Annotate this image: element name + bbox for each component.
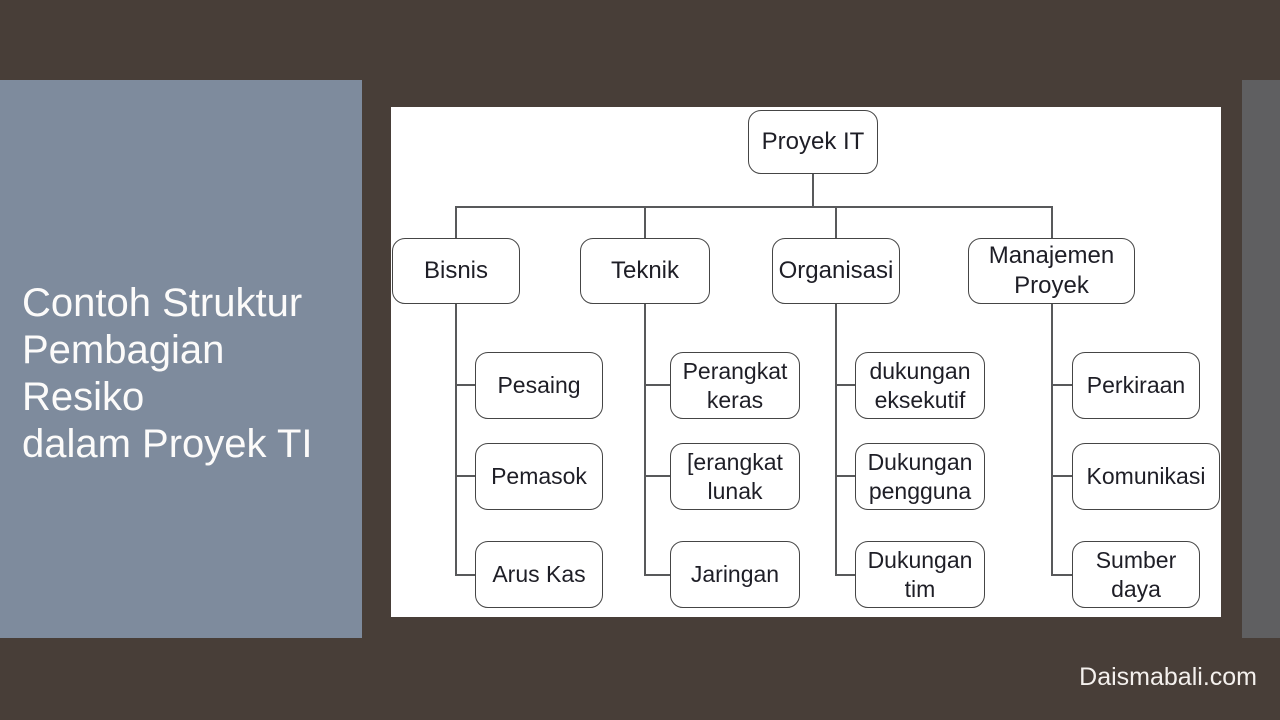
node-arus-kas: Arus Kas bbox=[475, 541, 603, 608]
connector-stub bbox=[455, 384, 475, 386]
diagram-panel bbox=[391, 107, 1221, 617]
slide-title-line-1: Contoh Struktur bbox=[22, 281, 303, 325]
title-panel bbox=[0, 80, 362, 638]
connector-stub bbox=[644, 574, 670, 576]
node-perangkat-lunak: [erangkat lunak bbox=[670, 443, 800, 510]
node-jaringan: Jaringan bbox=[670, 541, 800, 608]
connector-main-horizontal bbox=[455, 206, 1053, 208]
node-pemasok: Pemasok bbox=[475, 443, 603, 510]
connector-drop-organisasi bbox=[835, 206, 837, 238]
slide-title-line-3: dalam Proyek TI bbox=[22, 422, 313, 466]
connector-stub bbox=[644, 475, 670, 477]
node-perkiraan: Perkiraan bbox=[1072, 352, 1200, 419]
node-dukungan-tim: Dukungan tim bbox=[855, 541, 985, 608]
connector-root-trunk bbox=[812, 174, 814, 207]
connector-stub bbox=[835, 574, 855, 576]
node-dukungan-pengguna: Dukungan pengguna bbox=[855, 443, 985, 510]
node-manajemen-proyek: Manajemen Proyek bbox=[968, 238, 1135, 304]
slide-title-line-2: Pembagian Resiko bbox=[22, 328, 225, 419]
slide-title bbox=[22, 280, 352, 468]
connector-stub bbox=[455, 475, 475, 477]
connector-stub bbox=[1051, 384, 1072, 386]
connector-trunk-organisasi bbox=[835, 304, 837, 575]
node-dukungan-eksekutif: dukungan eksekutif bbox=[855, 352, 985, 419]
node-proyek-it: Proyek IT bbox=[748, 110, 878, 174]
node-komunikasi: Komunikasi bbox=[1072, 443, 1220, 510]
connector-stub bbox=[835, 384, 855, 386]
node-teknik: Teknik bbox=[580, 238, 710, 304]
connector-drop-bisnis bbox=[455, 206, 457, 238]
node-perangkat-keras: Perangkat keras bbox=[670, 352, 800, 419]
node-sumber-daya: Sumber daya bbox=[1072, 541, 1200, 608]
right-accent-strip bbox=[1242, 80, 1280, 638]
connector-stub bbox=[1051, 475, 1072, 477]
connector-stub bbox=[455, 574, 475, 576]
node-organisasi: Organisasi bbox=[772, 238, 900, 304]
connector-stub bbox=[644, 384, 670, 386]
connector-trunk-bisnis bbox=[455, 304, 457, 575]
node-bisnis: Bisnis bbox=[392, 238, 520, 304]
node-pesaing: Pesaing bbox=[475, 352, 603, 419]
watermark-url: Daismabali.com bbox=[1079, 663, 1257, 691]
connector-stub bbox=[1051, 574, 1072, 576]
connector-trunk-teknik bbox=[644, 304, 646, 575]
connector-trunk-manajemen bbox=[1051, 304, 1053, 575]
connector-drop-manajemen bbox=[1051, 206, 1053, 238]
connector-stub bbox=[835, 475, 855, 477]
connector-drop-teknik bbox=[644, 206, 646, 238]
